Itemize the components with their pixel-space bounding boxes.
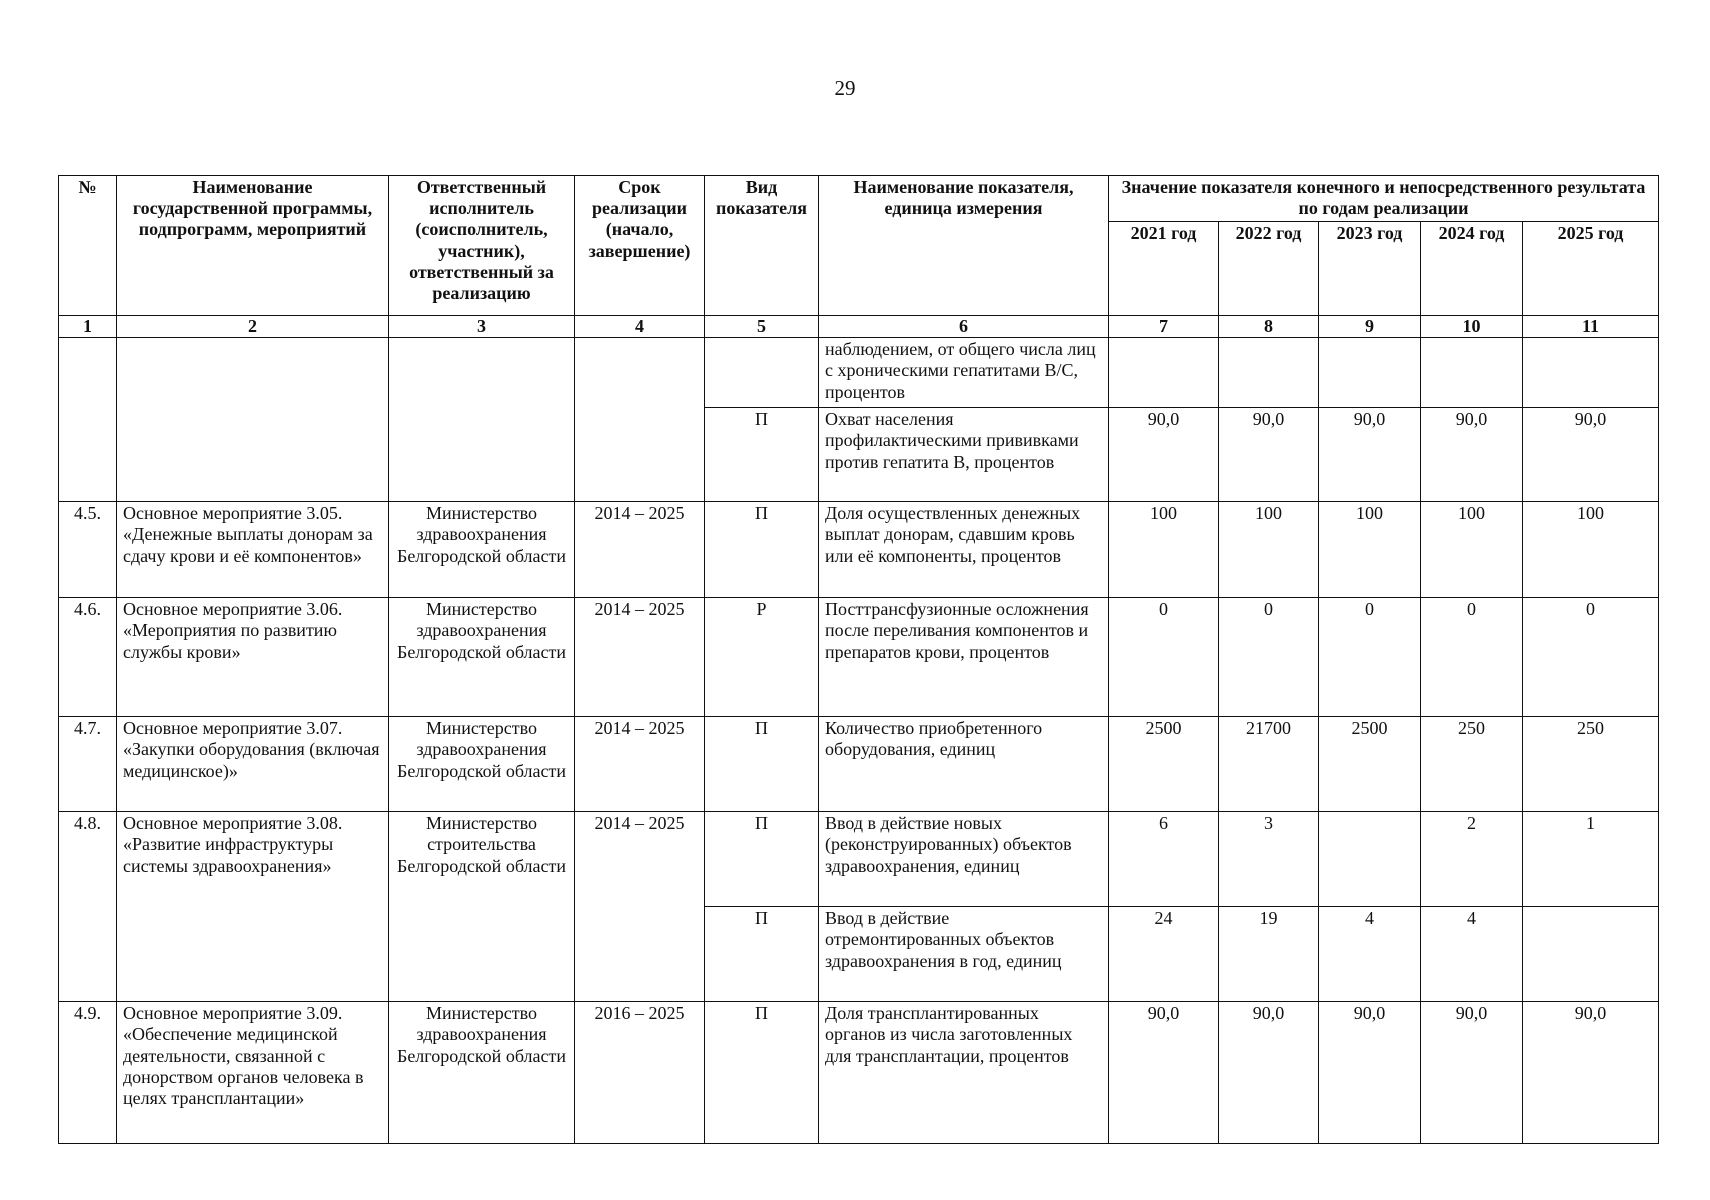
row-number: 4.6. <box>59 598 117 717</box>
row-number: 4.7. <box>59 717 117 812</box>
value-2025: 90,0 <box>1523 408 1659 502</box>
page-number: 29 <box>834 76 856 100</box>
value-2022: 90,0 <box>1219 408 1319 502</box>
value-2022: 100 <box>1219 502 1319 598</box>
value-2022: 90,0 <box>1219 1002 1319 1144</box>
indicator-type: Р <box>705 598 819 717</box>
indicator-type: П <box>705 502 819 598</box>
value-2022: 19 <box>1219 907 1319 1002</box>
activity-name: Основное мероприятие 3.08. «Развитие инфраструктуры системы здравоохранения» <box>117 812 389 1002</box>
value-2021: 0 <box>1109 598 1219 717</box>
table-row <box>59 1002 1659 1144</box>
value-2024: 2 <box>1421 812 1523 907</box>
row-number: 4.9. <box>59 1002 117 1144</box>
value-2021: 100 <box>1109 502 1219 598</box>
header-num: № <box>59 176 117 316</box>
column-number: 10 <box>1421 316 1523 338</box>
value-2025 <box>1523 907 1659 1002</box>
value-2022 <box>1219 338 1319 408</box>
executor: Министерство здравоохранения Белгородской области <box>389 502 575 598</box>
term: 2014 – 2025 <box>575 812 705 1002</box>
value-2024: 4 <box>1421 907 1523 1002</box>
value-2021: 90,0 <box>1109 1002 1219 1144</box>
indicator-type: П <box>705 717 819 812</box>
value-2022: 3 <box>1219 812 1319 907</box>
value-2023: 4 <box>1319 907 1421 1002</box>
header-indicator-type: Вид показателя <box>705 176 819 316</box>
indicator-name: Посттрансфузионные осложнения после переливания компонентов и препаратов крови, процентов <box>819 598 1109 717</box>
value-2023: 90,0 <box>1319 1002 1421 1144</box>
column-number: 4 <box>575 316 705 338</box>
indicator-name: наблюдением, от общего числа лиц с хроническими гепатитами В/С, процентов <box>819 338 1109 408</box>
indicator-name: Ввод в действие отремонтированных объектов здравоохранения в год, единиц <box>819 907 1109 1002</box>
value-2024: 250 <box>1421 717 1523 812</box>
table-row <box>59 717 1659 812</box>
indicators-table <box>58 175 1659 1144</box>
indicator-type: П <box>705 907 819 1002</box>
column-number: 2 <box>117 316 389 338</box>
value-2023: 0 <box>1319 598 1421 717</box>
value-2023: 90,0 <box>1319 408 1421 502</box>
executor: Министерство здравоохранения Белгородской области <box>389 598 575 717</box>
header-values-by-year: Значение показателя конечного и непосредственного результата по годам реализации <box>1109 176 1659 222</box>
header-year: 2021 год <box>1109 222 1219 316</box>
value-2023: 100 <box>1319 502 1421 598</box>
column-number: 6 <box>819 316 1109 338</box>
value-2025 <box>1523 338 1659 408</box>
value-2021: 90,0 <box>1109 408 1219 502</box>
header-year: 2023 год <box>1319 222 1421 316</box>
column-number: 5 <box>705 316 819 338</box>
indicator-type <box>705 338 819 408</box>
table-row <box>59 598 1659 717</box>
column-number: 3 <box>389 316 575 338</box>
activity-name: Основное мероприятие 3.06. «Мероприятия по развитию службы крови» <box>117 598 389 717</box>
column-number: 7 <box>1109 316 1219 338</box>
table-header <box>59 176 1659 338</box>
indicator-type: П <box>705 812 819 907</box>
column-number: 8 <box>1219 316 1319 338</box>
indicator-name: Доля осуществленных денежных выплат донорам, сдавшим кровь или её компоненты, процентов <box>819 502 1109 598</box>
value-2024: 90,0 <box>1421 408 1523 502</box>
value-2021 <box>1109 338 1219 408</box>
value-2021: 24 <box>1109 907 1219 1002</box>
value-2023: 2500 <box>1319 717 1421 812</box>
indicator-type: П <box>705 1002 819 1144</box>
value-2024: 100 <box>1421 502 1523 598</box>
executor: Министерство здравоохранения Белгородской области <box>389 1002 575 1144</box>
header-program-name: Наименование государственной программы, подпрограмм, мероприятий <box>117 176 389 316</box>
indicator-name: Доля трансплантированных органов из числа заготовленных для трансплантации, процентов <box>819 1002 1109 1144</box>
row-number <box>59 338 117 502</box>
value-2023 <box>1319 812 1421 907</box>
column-number: 1 <box>59 316 117 338</box>
header-year: 2022 год <box>1219 222 1319 316</box>
table-row <box>59 502 1659 598</box>
value-2024: 0 <box>1421 598 1523 717</box>
activity-name: Основное мероприятие 3.05. «Денежные выплаты донорам за сдачу крови и её компонентов» <box>117 502 389 598</box>
executor <box>389 338 575 502</box>
value-2024: 90,0 <box>1421 1002 1523 1144</box>
table-row <box>59 338 1659 408</box>
value-2025: 1 <box>1523 812 1659 907</box>
term: 2014 – 2025 <box>575 717 705 812</box>
value-2025: 250 <box>1523 717 1659 812</box>
value-2025: 100 <box>1523 502 1659 598</box>
row-number: 4.8. <box>59 812 117 1002</box>
term: 2014 – 2025 <box>575 502 705 598</box>
header-indicator-name: Наименование показателя, единица измерения <box>819 176 1109 316</box>
executor: Министерство строительства Белгородской области <box>389 812 575 1002</box>
activity-name: Основное мероприятие 3.09. «Обеспечение медицинской деятельности, связанной с донорством органов человека в целях трансплантации» <box>117 1002 389 1144</box>
column-numbers-row <box>59 316 1659 338</box>
term <box>575 338 705 502</box>
header-executor: Ответственный исполнитель (соисполнитель, участник), ответственный за реализацию <box>389 176 575 316</box>
value-2023 <box>1319 338 1421 408</box>
column-number: 9 <box>1319 316 1421 338</box>
header-year: 2024 год <box>1421 222 1523 316</box>
header-year: 2025 год <box>1523 222 1659 316</box>
column-number: 11 <box>1523 316 1659 338</box>
table-row <box>59 812 1659 907</box>
value-2021: 2500 <box>1109 717 1219 812</box>
term: 2014 – 2025 <box>575 598 705 717</box>
term: 2016 – 2025 <box>575 1002 705 1144</box>
activity-name <box>117 338 389 502</box>
value-2025: 90,0 <box>1523 1002 1659 1144</box>
activity-name: Основное мероприятие 3.07. «Закупки оборудования (включая медицинское)» <box>117 717 389 812</box>
value-2022: 0 <box>1219 598 1319 717</box>
value-2021: 6 <box>1109 812 1219 907</box>
executor: Министерство здравоохранения Белгородской области <box>389 717 575 812</box>
indicator-type: П <box>705 408 819 502</box>
value-2025: 0 <box>1523 598 1659 717</box>
row-number: 4.5. <box>59 502 117 598</box>
indicator-name: Ввод в действие новых (реконструированных) объектов здравоохранения, единиц <box>819 812 1109 907</box>
indicator-name: Количество приобретенного оборудования, единиц <box>819 717 1109 812</box>
indicator-name: Охват населения профилактическими прививками против гепатита В, процентов <box>819 408 1109 502</box>
header-term: Срок реализации (начало, завершение) <box>575 176 705 316</box>
value-2022: 21700 <box>1219 717 1319 812</box>
value-2024 <box>1421 338 1523 408</box>
